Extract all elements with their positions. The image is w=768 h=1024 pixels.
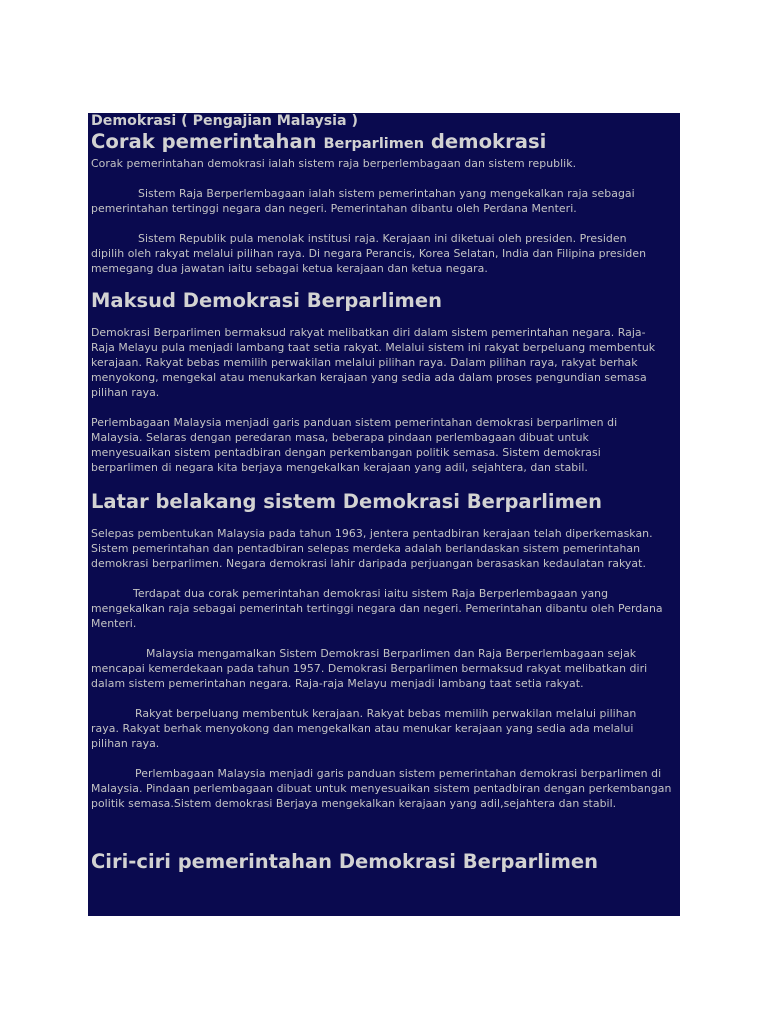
maksud-paragraph-2-line-3: menyesuaikan sistem pentadbiran dengan perkembangan politik semasa. Sistem demokrasi — [91, 446, 601, 459]
maksud-paragraph-2-line-4: berparlimen di negara kita berjaya mengekalkan kerajaan yang adil, sejahtera, dan stabil. — [91, 461, 588, 474]
document-title: Demokrasi ( Pengajian Malaysia ) — [91, 113, 359, 129]
latar-paragraph-4-line-1: Rakyat berpeluang membentuk kerajaan. Rakyat bebas memilih perwakilan melalui pilihan — [135, 707, 637, 720]
maksud-paragraph-1-line-4: menyokong, mengekal atau menukarkan kerajaan yang sedia ada dalam proses pengundian semasa — [91, 371, 647, 384]
latar-paragraph-4-line-3: pilihan raya. — [91, 737, 160, 750]
latar-paragraph-3-line-2: mencapai kemerdekaan pada tahun 1957. Demokrasi Berparlimen bermaksud rakyat melibatkan diri — [91, 662, 648, 675]
latar-paragraph-1-line-1: Selepas pembentukan Malaysia pada tahun 1963, jentera pentadbiran kerajaan telah diperkemaskan. — [91, 527, 653, 540]
corak-paragraph-2-line-1: Sistem Raja Berperlembagaan ialah sistem pemerintahan yang mengekalkan raja sebagai — [138, 187, 635, 200]
document-page — [88, 113, 680, 916]
maksud-paragraph-1-line-5: pilihan raya. — [91, 386, 160, 399]
latar-paragraph-5-line-1: Perlembagaan Malaysia menjadi garis panduan sistem pemerintahan demokrasi berparlimen di — [135, 767, 662, 780]
latar-paragraph-2-line-3: Menteri. — [91, 617, 137, 630]
corak-paragraph-2-line-2: pemerintahan tertinggi negara dan negeri. Pemerintahan dibantu oleh Perdana Menteri. — [91, 202, 577, 215]
corak-heading-part-b: Berparlimen — [323, 136, 425, 152]
corak-paragraph-3-line-1: Sistem Republik pula menolak institusi raja. Kerajaan ini diketuai oleh presiden. Presiden — [138, 232, 627, 245]
corak-paragraph-1: Corak pemerintahan demokrasi ialah sistem raja berperlembagaan dan sistem republik. — [91, 157, 577, 170]
latar-paragraph-3-line-3: dalam sistem pemerintahan negara. Raja-raja Melayu menjadi lambang taat setia rakyat. — [91, 677, 584, 690]
latar-heading: Latar belakang sistem Demokrasi Berparlimen — [91, 490, 602, 513]
latar-paragraph-3-line-1: Malaysia mengamalkan Sistem Demokrasi Berparlimen dan Raja Berperlembagaan sejak — [146, 647, 637, 660]
maksud-paragraph-1-line-2: Raja Melayu pula menjadi lambang taat setia rakyat. Melalui sistem ini rakyat berpeluang membentuk — [91, 341, 656, 354]
maksud-paragraph-1-line-1: Demokrasi Berparlimen bermaksud rakyat melibatkan diri dalam sistem pemerintahan negara. Raja- — [91, 326, 646, 339]
maksud-paragraph-2-line-2: Malaysia. Selaras dengan peredaran masa, beberapa pindaan perlembagaan dibuat untuk — [91, 431, 589, 444]
latar-paragraph-5-line-2: Malaysia. Pindaan perlembagaan dibuat untuk menyesuaikan sistem pentadbiran dengan perkembangan — [91, 782, 672, 795]
corak-paragraph-3-line-2: dipilih oleh rakyat melalui pilihan raya. Di negara Perancis, Korea Selatan, India dan Filipina presiden — [91, 247, 647, 260]
latar-paragraph-4-line-2: raya. Rakyat berhak menyokong dan mengekalkan atau menukar kerajaan yang sedia ada melalui — [91, 722, 634, 735]
corak-heading-part-a: Corak pemerintahan — [91, 130, 324, 153]
latar-paragraph-2-line-2: mengekalkan raja sebagai pemerintah tertinggi negara dan negeri. Pemerintahan dibantu oleh Perdana — [91, 602, 663, 615]
maksud-paragraph-1-line-3: kerajaan. Rakyat bebas memilih perwakilan melalui pilihan raya. Dalam pilihan raya, rakyat berhak — [91, 356, 638, 369]
latar-paragraph-1-line-2: Sistem pemerintahan dan pentadbiran selepas merdeka adalah berlandaskan sistem pemerintahan — [91, 542, 641, 555]
maksud-paragraph-2-line-1: Perlembagaan Malaysia menjadi garis panduan sistem pemerintahan demokrasi berparlimen di — [91, 416, 618, 429]
ciri-heading: Ciri-ciri pemerintahan Demokrasi Berparlimen — [91, 850, 599, 873]
corak-heading — [91, 130, 676, 156]
latar-paragraph-5-line-3: politik semasa.Sistem demokrasi Berjaya mengekalkan kerajaan yang adil,sejahtera dan stabil. — [91, 797, 617, 810]
latar-paragraph-2-line-1: Terdapat dua corak pemerintahan demokrasi iaitu sistem Raja Berperlembagaan yang — [133, 587, 609, 600]
corak-paragraph-3-line-3: memegang dua jawatan iaitu sebagai ketua kerajaan dan ketua negara. — [91, 262, 488, 275]
maksud-heading: Maksud Demokrasi Berparlimen — [91, 289, 442, 312]
latar-paragraph-1-line-3: demokrasi berparlimen. Negara demokrasi lahir daripada perjuangan berasaskan kedaulatan rakyat. — [91, 557, 646, 570]
corak-heading-part-c: demokrasi — [424, 130, 547, 153]
